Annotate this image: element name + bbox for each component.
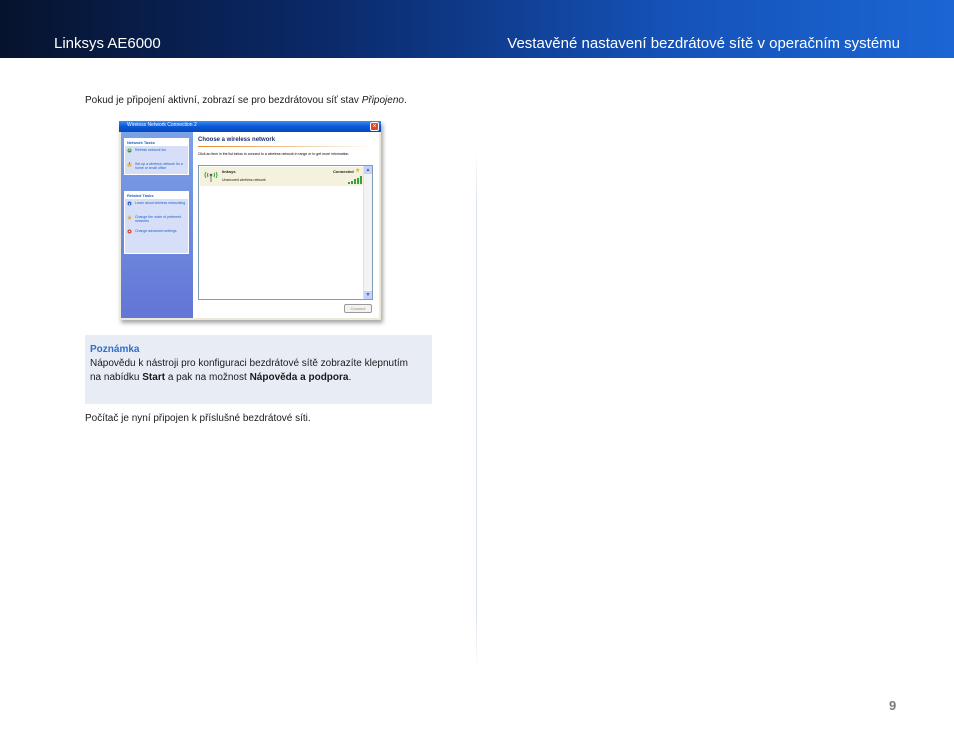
signal-strength-bars [348, 176, 362, 184]
info-icon [127, 201, 132, 206]
network-list-scrollbar [363, 166, 372, 299]
sidebar-item-label: Learn about wireless networking [135, 201, 186, 205]
network-status: Connected [333, 169, 354, 174]
note-help-words: Nápověda a podpora [249, 372, 349, 383]
dialog-title: Wireless Network Connection 2 [127, 122, 197, 128]
note-text-mid: a pak na možnost [165, 372, 250, 383]
signal-bar [351, 181, 353, 185]
note-body [90, 357, 410, 385]
sidebar-item-label: Set up a wireless network for a home or small office [135, 162, 183, 170]
settings-icon [127, 229, 132, 234]
related-tasks-panel [124, 191, 189, 254]
section-title: Vestavěné nastavení bezdrátové sítě v operačním systému [507, 35, 900, 52]
sidebar-item-advanced [125, 227, 188, 241]
intro-end: . [403, 95, 407, 106]
dialog-main-panel [193, 132, 379, 318]
network-name: linksys [222, 169, 236, 174]
sidebar-item-setup [125, 160, 188, 174]
signal-bar [354, 179, 356, 184]
setup-network-icon [127, 162, 132, 167]
product-name: Linksys AE6000 [54, 35, 161, 52]
refresh-icon [127, 148, 132, 153]
wireless-dialog-screenshot [119, 121, 381, 320]
note-start-word: Start [142, 372, 166, 383]
close-icon: × [370, 122, 379, 131]
scroll-down-icon: ▼ [365, 292, 371, 298]
intro-status-word: Připojeno [361, 95, 404, 106]
sidebar-item-label: Change advanced settings [135, 229, 177, 233]
page-number: 9 [889, 698, 897, 713]
connect-button: Connect [344, 304, 372, 313]
intro-paragraph [85, 95, 407, 106]
dialog-titlebar [119, 121, 381, 132]
network-security: Unsecured wireless network [222, 178, 266, 182]
sidebar-item-learn [125, 199, 188, 213]
star-icon [127, 215, 132, 220]
network-tasks-heading: Network Tasks [125, 139, 188, 146]
scroll-up-icon: ▲ [365, 167, 371, 173]
signal-bar [357, 178, 359, 185]
heading-divider [198, 146, 376, 147]
note-text-start: Nápovědu k nástroji pro konfiguraci bezdrátové sítě zobrazíte klepnutím na nabídku [90, 358, 408, 383]
sidebar-item-label: Change the order of preferred networks [135, 215, 182, 223]
dialog-sidebar [121, 132, 193, 318]
signal-bar [360, 176, 362, 184]
dialog-heading: Choose a wireless network [198, 137, 276, 143]
closing-paragraph: Počítač je nyní připojen k příslušné bezdrátové síti. [85, 413, 311, 424]
header-banner [0, 0, 954, 58]
note-box [85, 335, 432, 404]
preferred-star-icon: ★ [355, 168, 361, 174]
network-row [200, 167, 363, 186]
network-list [198, 165, 373, 300]
wireless-antenna-icon [203, 169, 219, 183]
dialog-instructions: Click an item in the list below to connect to a wireless network in range or to get more information. [198, 152, 350, 156]
note-title: Poznámka [90, 344, 140, 355]
sidebar-item-refresh [125, 146, 188, 160]
intro-text: Pokud je připojení aktivní, zobrazí se pro bezdrátovou síť stav [85, 95, 362, 106]
note-text-end: . [348, 372, 352, 383]
sidebar-item-order [125, 213, 188, 227]
column-divider [476, 150, 477, 670]
signal-bar [348, 182, 350, 184]
network-tasks-panel [124, 138, 189, 175]
related-tasks-heading: Related Tasks [125, 192, 188, 199]
sidebar-item-label: Refresh network list [135, 148, 166, 152]
